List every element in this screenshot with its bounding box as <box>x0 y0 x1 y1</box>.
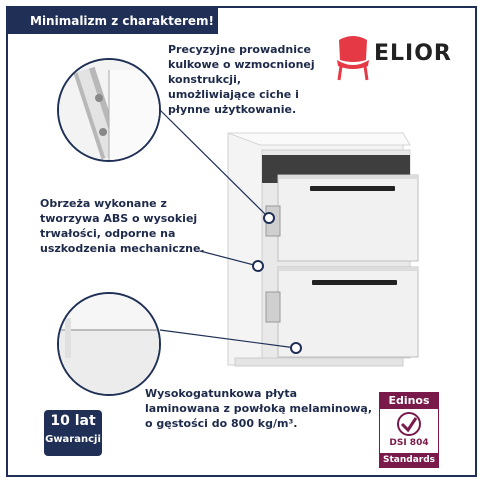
brand-name: ELIOR <box>374 41 452 66</box>
pointer-dot-edges <box>253 261 263 271</box>
feature-edges-text: Obrzeża wykonane z tworzywa ABS o wysokiej trwałości, odporne na uszkodzenia mechaniczne. <box>40 197 205 255</box>
certificate-badge <box>379 392 439 468</box>
detail-slide-circle <box>57 58 161 162</box>
certificate-org: Edinos <box>380 393 438 409</box>
pointer-dot-board <box>291 343 301 353</box>
feature-slides-text: Precyzyjne prowadnice kulkowe o wzmocnionej konstrukcji, umożliwiające ciche i płynne użytkowanie. <box>168 43 315 116</box>
certificate-label: Standards <box>380 453 438 467</box>
detail-board-circle <box>57 292 161 396</box>
drawer-bottom-handle <box>312 280 397 285</box>
warranty-years: 10 lat <box>50 413 96 429</box>
warranty-label: Gwarancji <box>45 434 101 445</box>
feature-board-text: Wysokogatunkowa płyta laminowana z powłoką melaminową, o gęstości do 800 kg/m³. <box>145 387 373 430</box>
certificate-code: DSI 804 <box>389 438 429 448</box>
warranty-badge <box>44 410 102 456</box>
drawer-top-handle <box>310 186 395 191</box>
cabinet-top <box>228 133 410 145</box>
pointer-dot-slides <box>264 213 274 223</box>
page-banner: Minimalizm z charakterem! <box>8 8 218 34</box>
drawer-bottom-slide <box>266 292 280 322</box>
